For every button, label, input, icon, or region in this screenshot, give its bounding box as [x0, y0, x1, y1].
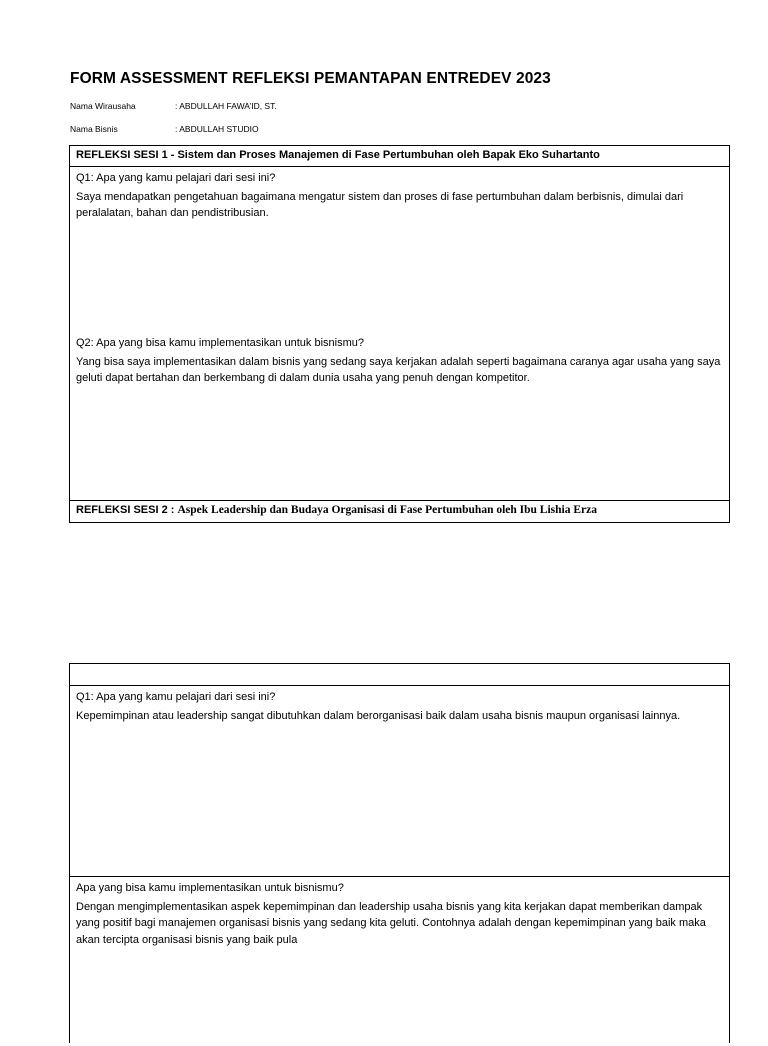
session1-q2-cell — [70, 332, 729, 500]
session2-empty-header — [70, 664, 729, 686]
business-label: Nama Bisnis — [70, 124, 118, 134]
session1-answer-2: Yang bisa saya implementasikan dalam bisnis yang sedang saya kerjakan adalah seperti bagaimana caranya agar usaha yang saya geluti dapat bertahan dan berkembang di dalam dunia usaha yang penuh dengan kompetitor. — [76, 355, 721, 384]
form-title: FORM ASSESSMENT REFLEKSI PEMANTAPAN ENTREDEV 2023 — [70, 70, 551, 87]
session1-answer-1: Saya mendapatkan pengetahuan bagaimana mengatur sistem dan proses di fase pertumbuhan dalam berbisnis, dimulai dari peralalatan, bahan dan pendistribusian. — [76, 190, 684, 219]
session2-table — [69, 663, 730, 1043]
session2-answer-1: Kepemimpinan atau leadership sangat dibutuhkan dalam berorganisasi baik dalam usaha bisnis maupun organisasi lainnya. — [76, 709, 681, 722]
session2-q2-cell — [70, 876, 729, 1046]
owner-label: Nama Wirausaha — [70, 101, 136, 111]
session2-header-title: Aspek Leadership dan Budaya Organisasi di Fase Pertumbuhan oleh Ibu Lishia Erza — [177, 504, 597, 516]
session1-question-1: Q1: Apa yang kamu pelajari dari sesi ini? — [76, 172, 276, 184]
session1-header: REFLEKSI SESI 1 - Sistem dan Proses Manajemen di Fase Pertumbuhan oleh Bapak Eko Suhartanto — [70, 146, 729, 167]
session1-table — [69, 145, 730, 523]
session2-q1-cell — [70, 686, 729, 876]
session2-header-prefix: REFLEKSI SESI 2 : — [76, 504, 178, 516]
business-row — [70, 124, 259, 134]
session2-question-1: Q1: Apa yang kamu pelajari dari sesi ini? — [76, 691, 276, 703]
session1-question-2: Q2: Apa yang bisa kamu implementasikan untuk bisnismu? — [76, 337, 364, 349]
owner-row — [70, 101, 277, 111]
business-value: : ABDULLAH STUDIO — [175, 124, 259, 134]
owner-value: : ABDULLAH FAWA’ID, ST. — [175, 101, 277, 111]
session2-question-2: Apa yang bisa kamu implementasikan untuk bisnismu? — [76, 882, 344, 894]
session2-answer-2: Dengan mengimplementasikan aspek kepemimpinan dan leadership usaha bisnis yang kita kerjakan dapat memberikan dampak yang positif bagi manajemen organisasi bisnis yang sedang kita geluti. Contohnya adalah dengan kepemimpinan yang baik maka akan tercipta organisasi bisnis yang baik pula — [76, 900, 706, 946]
session2-header — [70, 500, 729, 521]
session1-q1-cell — [70, 167, 729, 332]
